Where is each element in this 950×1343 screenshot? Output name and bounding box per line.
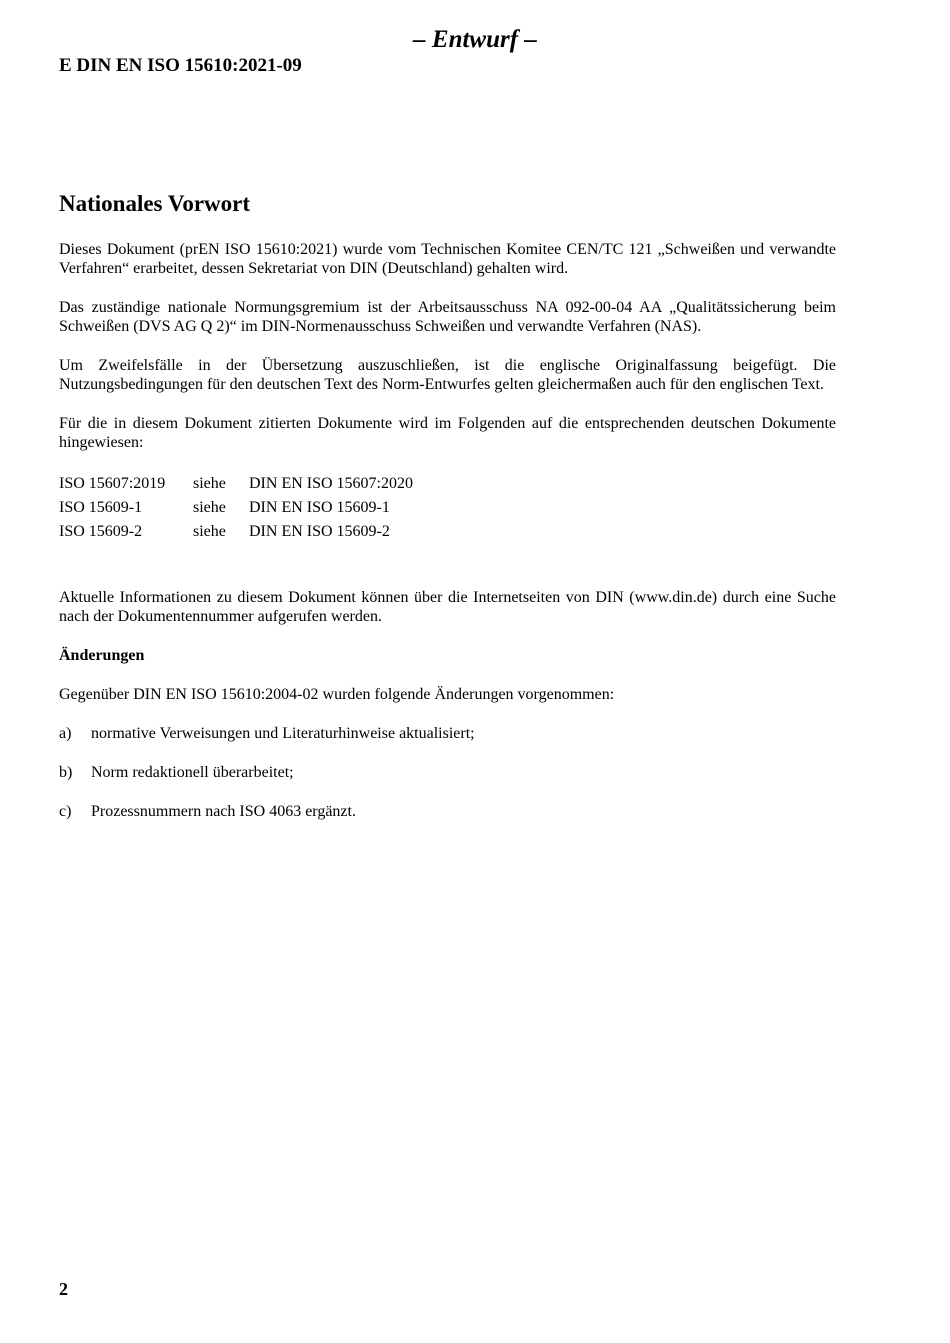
- main-content: [59, 190, 836, 841]
- reference-din: DIN EN ISO 15609-1: [249, 499, 390, 516]
- section-title: Nationales Vorwort: [59, 191, 251, 216]
- document-id: E DIN EN ISO 15610:2021-09: [59, 55, 302, 76]
- reference-row: [59, 496, 836, 520]
- reference-see: siehe: [193, 523, 226, 540]
- changes-heading: Änderungen: [59, 647, 145, 664]
- paragraph: Um Zweifelsfälle in der Übersetzung auszuschließen, ist die englische Originalfassung beigefügt. Die Nutzungsbedingungen für den deutschen Text des Norm-Entwurfes gelten gleichermaßen auch für den englischen Text.: [59, 357, 836, 393]
- list-marker: b): [59, 764, 73, 781]
- reference-see: siehe: [193, 475, 226, 492]
- info-paragraph: Aktuelle Informationen zu diesem Dokument können über die Internetseiten von DIN (www.din.de) durch eine Suche nach der Dokumentennummer aufgerufen werden.: [59, 589, 836, 625]
- list-text: Prozessnummern nach ISO 4063 ergänzt.: [91, 803, 356, 820]
- paragraph: Das zuständige nationale Normungsgremium ist der Arbeitsausschuss NA 092-00-04 AA „Qualitätssicherung beim Schweißen (DVS AG Q 2)“ im DIN-Normenausschuss Schweißen und verwandte Verfahren (NAS).: [59, 299, 836, 335]
- list-item: [59, 802, 836, 821]
- reference-iso: ISO 15609-2: [59, 523, 143, 540]
- draft-watermark: – Entwurf –: [413, 26, 537, 53]
- reference-din: DIN EN ISO 15609-2: [249, 523, 390, 540]
- changes-intro: Gegenüber DIN EN ISO 15610:2004-02 wurden folgende Änderungen vorgenommen:: [59, 686, 615, 703]
- reference-table: [59, 472, 836, 544]
- list-text: Norm redaktionell überarbeitet;: [91, 764, 294, 781]
- list-item: [59, 724, 836, 743]
- paragraph: Für die in diesem Dokument zitierten Dokumente wird im Folgenden auf die entsprechenden deutschen Dokumente hingewiesen:: [59, 415, 836, 451]
- list-marker: a): [59, 725, 72, 742]
- list-marker: c): [59, 803, 72, 820]
- reference-din: DIN EN ISO 15607:2020: [249, 475, 413, 492]
- reference-iso: ISO 15609-1: [59, 499, 143, 516]
- reference-iso: ISO 15607:2019: [59, 475, 166, 492]
- list-item: [59, 763, 836, 782]
- reference-row: [59, 520, 836, 544]
- list-text: normative Verweisungen und Literaturhinweise aktualisiert;: [91, 725, 475, 742]
- paragraph: Dieses Dokument (prEN ISO 15610:2021) wurde vom Technischen Komitee CEN/TC 121 „Schweißen und verwandte Verfahren“ erarbeitet, dessen Sekretariat von DIN (Deutschland) gehalten wird.: [59, 241, 836, 277]
- reference-row: [59, 472, 836, 496]
- page-number: 2: [59, 1279, 68, 1299]
- reference-see: siehe: [193, 499, 226, 516]
